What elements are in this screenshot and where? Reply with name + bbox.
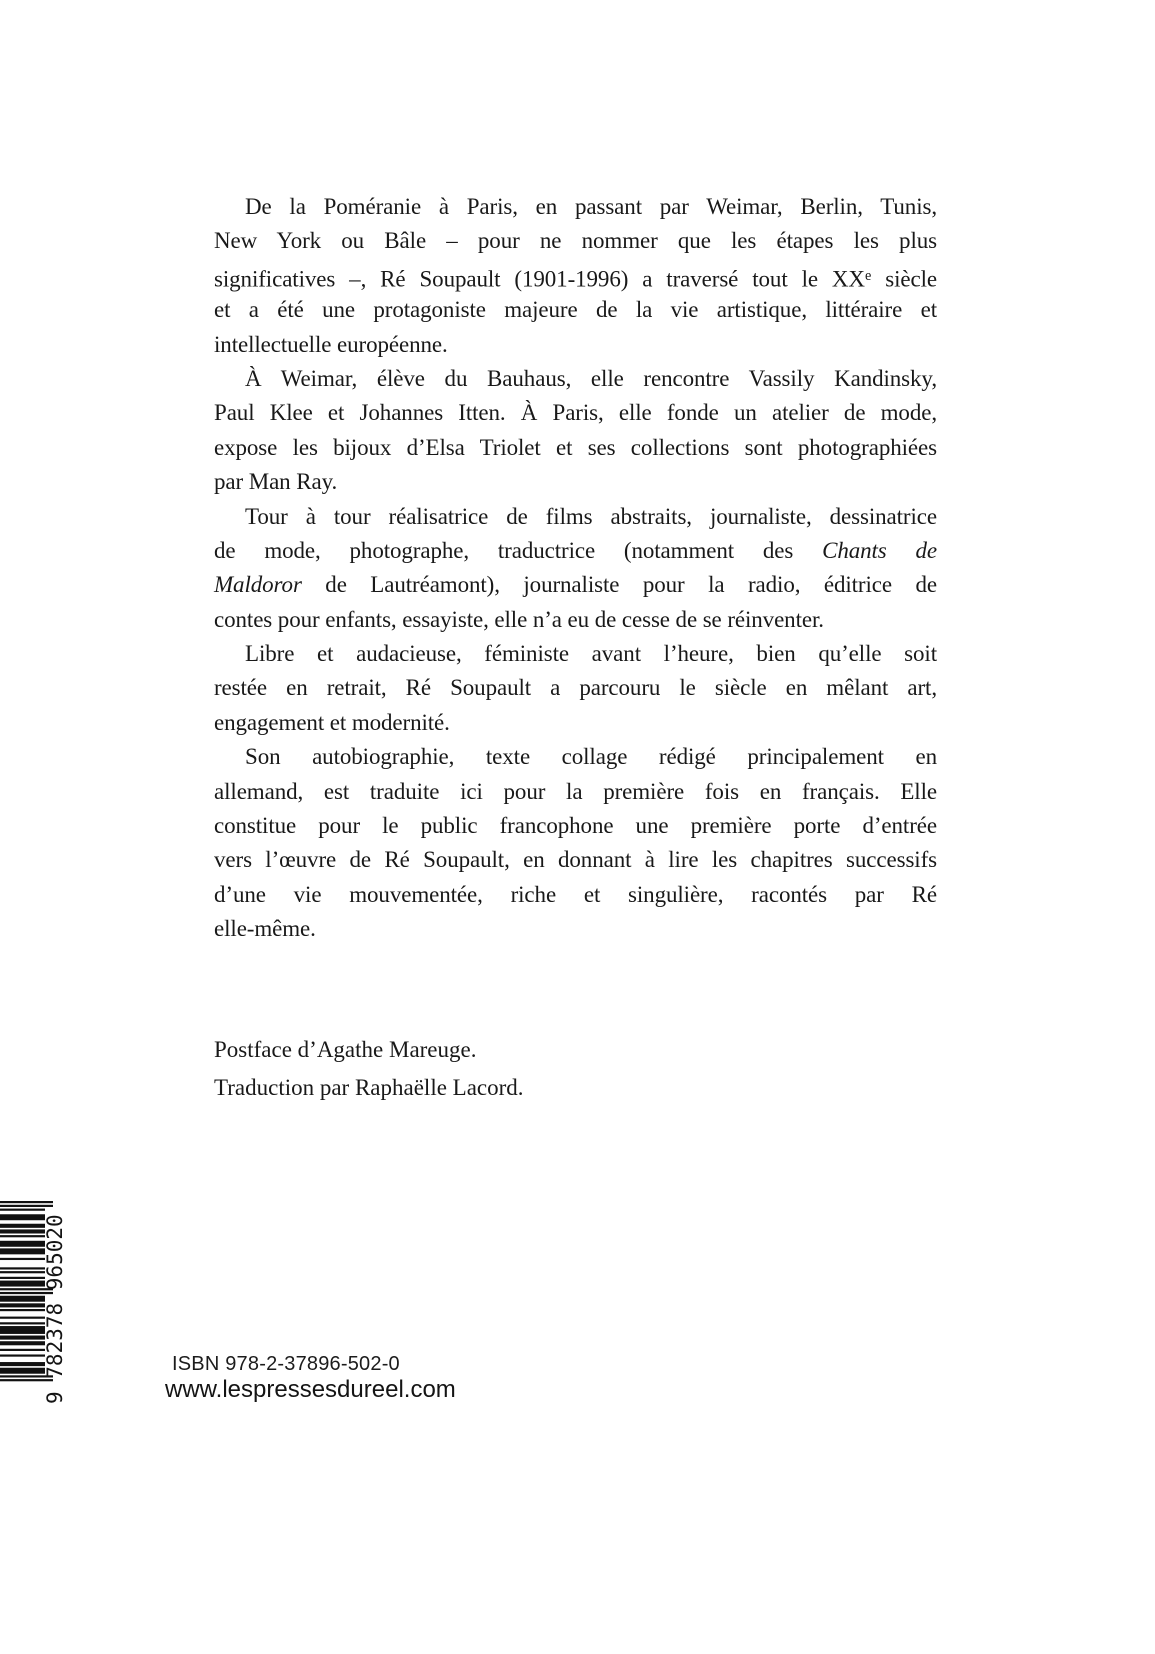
text-segment: restée en retrait, Ré Soupault a parcouru le siècle en mêlant art,: [214, 675, 937, 701]
synopsis-line: [214, 259, 937, 293]
synopsis-line: [214, 328, 937, 362]
text-segment: New York ou Bâle – pour ne nommer que les étapes les plus: [214, 228, 937, 254]
synopsis-line: [214, 465, 937, 499]
synopsis-line: [214, 500, 937, 534]
synopsis-line: [214, 396, 937, 430]
text-segment: allemand, est traduite ici pour la première fois en français. Elle: [214, 778, 937, 804]
ean13-barcode: [0, 1201, 66, 1406]
synopsis-line: [214, 534, 937, 568]
synopsis-line: [214, 603, 937, 637]
synopsis-line: [214, 362, 937, 396]
text-segment: Son autobiographie, texte collage rédigé principalement en: [245, 744, 937, 770]
text-segment: de Lautréamont), journaliste pour la radio, éditrice de: [301, 572, 937, 598]
synopsis-line: [214, 843, 937, 877]
text-segment: Chants de: [822, 537, 937, 563]
synopsis-line: [214, 293, 937, 327]
text-segment: Tour à tour réalisatrice de films abstraits, journaliste, dessinatrice: [245, 503, 937, 529]
isbn-text: ISBN 978-2-37896-502-0: [172, 1353, 400, 1375]
text-segment: de mode, photographe, traductrice (notamment des: [214, 537, 823, 563]
synopsis-line: [214, 912, 937, 946]
text-segment: vers l’œuvre de Ré Soupault, en donnant à lire les chapitres successifs: [214, 847, 937, 873]
text-segment: significatives –, Ré Soupault (1901-1996) a traversé tout le XX: [214, 266, 865, 292]
translation-credit: Traduction par Raphaëlle Lacord.: [214, 1075, 524, 1100]
text-segment: Paul Klee et Johannes Itten. À Paris, elle fonde un atelier de mode,: [214, 400, 937, 426]
text-segment: contes pour enfants, essayiste, elle n’a eu de cesse de se réinventer.: [214, 606, 824, 632]
text-segment: Maldoror: [214, 572, 302, 598]
synopsis-line: [214, 224, 937, 258]
text-segment: d’une vie mouvementée, riche et singulière, racontés par Ré: [214, 881, 937, 907]
text-segment: Libre et audacieuse, féministe avant l’heure, bien qu’elle soit: [245, 641, 937, 667]
credits-block: [214, 1031, 524, 1107]
text-segment: par Man Ray.: [214, 469, 338, 495]
synopsis-line: [214, 431, 937, 465]
text-segment: À Weimar, élève du Bauhaus, elle rencontre Vassily Kandinsky,: [245, 365, 937, 391]
synopsis-line: [214, 190, 937, 224]
text-segment: engagement et modernité.: [214, 709, 450, 735]
text-segment: elle-même.: [214, 916, 316, 942]
synopsis-line: [214, 775, 937, 809]
synopsis-line: [214, 740, 937, 774]
text-segment: De la Poméranie à Paris, en passant par Weimar, Berlin, Tunis,: [245, 194, 937, 219]
synopsis-line: [214, 878, 937, 912]
postface-credit: Postface d’Agathe Mareuge.: [214, 1037, 477, 1062]
synopsis-line: [214, 809, 937, 843]
text-segment: et a été une protagoniste majeure de la vie artistique, littéraire et: [214, 297, 937, 323]
text-segment: expose les bijoux d’Elsa Triolet et ses collections sont photographiées: [214, 434, 937, 460]
text-segment: intellectuelle européenne.: [214, 331, 448, 357]
text-segment: siècle: [871, 266, 937, 292]
barcode-number: 9 782378 965020: [43, 1214, 66, 1404]
synopsis-line: [214, 671, 937, 705]
barcode-graphic: [0, 1201, 66, 1406]
synopsis-line: [214, 637, 937, 671]
synopsis-text-block: [214, 190, 937, 947]
publisher-website: www.lespressesdureel.com: [165, 1376, 456, 1403]
text-segment: e: [864, 267, 872, 284]
synopsis-line: [214, 568, 937, 602]
text-segment: constitue pour le public francophone une première porte d’entrée: [214, 813, 937, 839]
synopsis-line: [214, 706, 937, 740]
